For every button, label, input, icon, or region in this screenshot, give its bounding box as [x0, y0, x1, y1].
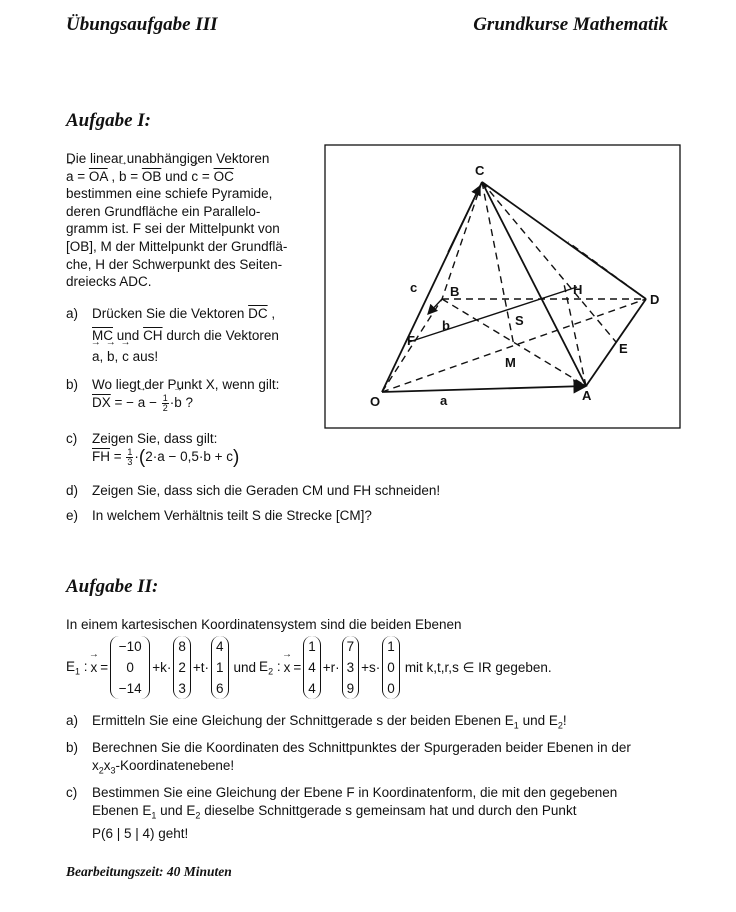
E2-direction-1: 7 3 9 [342, 636, 360, 699]
formula-inner: 2·a − 0,5·b + c [145, 448, 234, 464]
label-H: H [573, 282, 583, 297]
task-label: e) [66, 508, 79, 523]
label-M: M [505, 355, 516, 370]
task-text: Drücken Sie die Vektoren [92, 306, 245, 321]
task-1b [66, 376, 326, 413]
label-A: A [582, 388, 592, 403]
vec-OA: $\overline{OA}$ [88, 168, 108, 184]
label-O: O [370, 394, 381, 409]
E2-base-vector: 1 4 4 [303, 636, 321, 699]
footer-time: Bearbeitungszeit: 40 Minuten [66, 864, 232, 879]
intro-line: deren Grundfläche ein Parallelo- [66, 203, 261, 219]
diag-OD [382, 299, 646, 392]
section-title-aufgabe1: Aufgabe I: [66, 110, 151, 131]
vec-a: → a [66, 168, 74, 186]
plane-E1-name: $E_1$ : [66, 658, 88, 677]
vec-x: → x [91, 660, 98, 675]
task-label: a) [66, 306, 79, 321]
fraction-third: $\frac{1}{3}$ [127, 446, 133, 467]
task-2b: b) Berechnen Sie die Koordinaten des Schnittpunktes der Spurgeraden beider Ebenen in der $x_2x_3$-Koordinatenebene! [66, 739, 716, 780]
param-s: s [369, 660, 376, 675]
intro-line: Die linear unabhängigen Vektoren [66, 151, 270, 166]
task-text: P(6 | 5 | 4) geht! [92, 825, 189, 841]
task-1c [66, 430, 366, 467]
figure-frame [325, 145, 680, 428]
task-label: b) [66, 740, 79, 755]
task-text: -Koordinatenebene! [115, 757, 235, 773]
aufgabe1-intro [66, 150, 326, 291]
vec-x: → x [284, 660, 291, 675]
vec-OC: $\overline{OC}$ [213, 168, 234, 184]
E1-direction-2: 4 1 6 [211, 636, 229, 699]
edge-AD [586, 299, 646, 386]
plane-equations: $E_1$ : → x = −10 0 −14 + k · 8 2 3 + t · 4 1 6 und $E_2$ : → x = 1 4 4 + r · 7 3 9 + s · 1 0 0 mit k,t,r,s ∈ IR gegeben. [66, 636, 555, 699]
arrow-c [448, 186, 480, 252]
section-title-aufgabe2: Aufgabe II: [66, 576, 159, 597]
line-CM [482, 182, 514, 346]
task-text: durch die Vektoren [166, 327, 279, 343]
vec-a: → a [138, 394, 146, 412]
line-FH [409, 287, 577, 342]
vec-b: → b [174, 394, 182, 412]
edge-BC [442, 182, 482, 299]
formula-fh: $\overline{FH}$ = $\frac{1}{3}$ ·(2·a − 0,5·b + c) [92, 446, 240, 468]
label-F: F [407, 333, 415, 348]
pyramid-figure [324, 144, 682, 429]
E1-direction-1: 8 2 3 [173, 636, 191, 699]
param-r: r [330, 660, 336, 675]
edge-AC [482, 182, 586, 386]
vec-DX: $\overline{DX}$ [92, 394, 111, 410]
E1-base-vector: −10 0 −14 [110, 636, 150, 699]
label-D: D [650, 292, 660, 307]
arrow-b [428, 299, 442, 314]
vec-c: → c [122, 348, 129, 366]
task-text: Zeigen Sie, dass gilt: [92, 431, 218, 446]
task-text: Bestimmen Sie eine Gleichung der Ebene F in Koordinatenform, die mit den gegebenen [92, 785, 618, 800]
task-text: Ermitteln Sie eine Gleichung der Schnittgerade s der beiden Ebenen [92, 713, 502, 728]
header-right: Grundkurse Mathematik [473, 14, 668, 35]
intro-line: gramm ist. F sei der Mittelpunkt von [66, 221, 280, 237]
task-text: In welchem Verhältnis teilt S die Strecke [CM]? [92, 508, 372, 523]
label-vec-c: c [410, 280, 418, 295]
word-und: und [233, 660, 257, 675]
label-C: C [475, 163, 485, 178]
task-text: aus! [132, 349, 159, 365]
vec-DC: $\overline{DC}$ [248, 306, 268, 321]
task-label: a) [66, 713, 79, 728]
task-text: Zeigen Sie, dass sich die Geraden CM und FH schneiden! [92, 483, 441, 498]
param-k: k [160, 660, 167, 675]
intro-vector-line: → $a = \overline{OA}$ , → $b = \overline{OB}$ und → $c = \overline{OC}$ [66, 168, 326, 186]
label-S: S [515, 313, 524, 328]
aufgabe2-intro: In einem kartesischen Koordinatensystem sind die beiden Ebenen [66, 617, 462, 632]
label-E: E [619, 341, 628, 356]
vec-MC: $\overline{MC}$ [92, 327, 113, 343]
task-label: c) [66, 431, 78, 446]
vec-FH: $\overline{FH}$ [92, 448, 110, 464]
task-2a: a) Ermitteln Sie eine Gleichung der Schnittgerade s der beiden Ebenen $E_1$ und $E_2$! [66, 713, 567, 731]
parameter-domain: mit k,t,r,s ∈ IR gegeben. [404, 659, 552, 675]
task-1e [66, 507, 706, 525]
E2-direction-2: 1 0 0 [382, 636, 400, 699]
task-1a: a) Drücken Sie die Vektoren $\overline{DC}$ , $\overline{MC}$ und $\overline{CH}$ durch die Vektoren → a, → b, → c aus! [66, 305, 326, 366]
plane-E2-name: $E_2$ : [259, 658, 281, 677]
vec-b: → b [119, 168, 127, 186]
intro-line: dreiecks ADC. [66, 274, 152, 290]
task-text: Berechnen Sie die Koordinaten des Schnittpunktes der Spurgeraden beider Ebenen in der [92, 740, 631, 755]
label-B: B [450, 284, 460, 299]
edge-OA [382, 386, 586, 392]
label-vec-b: b [442, 318, 450, 333]
task-label: d) [66, 483, 79, 498]
fraction-half: $\frac{1}{2}$ [162, 392, 168, 413]
vec-OB: $\overline{OB}$ [141, 168, 162, 184]
intro-line: che, H der Schwerpunkt des Seiten- [66, 256, 283, 272]
vec-b: → b [107, 348, 115, 366]
intro-line: [OB], M der Mittelpunkt der Grundflä- [66, 238, 288, 254]
label-vec-a: a [440, 393, 448, 408]
word-und: und [116, 327, 140, 343]
header-left: Übungsaufgabe III [66, 14, 218, 35]
task-text: Wo liegt der Punkt X, wenn gilt: [92, 377, 280, 392]
word-und: und [165, 168, 188, 184]
task-2c: c) Bestimmen Sie eine Gleichung der Ebene F in Koordinatenform, die mit den gegebenen Ebenen $E_1$ und $E_2$ dieselbe Schnittgerade s gemeinsam hat und durch den Punkt P(6 | 5 | 4) geht! [66, 784, 716, 842]
vec-c: → c [191, 168, 198, 186]
vec-CH: $\overline{CH}$ [143, 327, 163, 343]
formula-dx: $\overline{DX}$ = − → a − $\frac{1}{2}$ ·→ b ? [92, 394, 326, 413]
param-t: t [200, 660, 205, 675]
intro-line: bestimmen eine schiefe Pyramide, [66, 186, 273, 202]
task-label: c) [66, 785, 78, 800]
vec-a: → a [92, 348, 100, 366]
task-1d [66, 482, 706, 500]
task-label: b) [66, 377, 79, 392]
